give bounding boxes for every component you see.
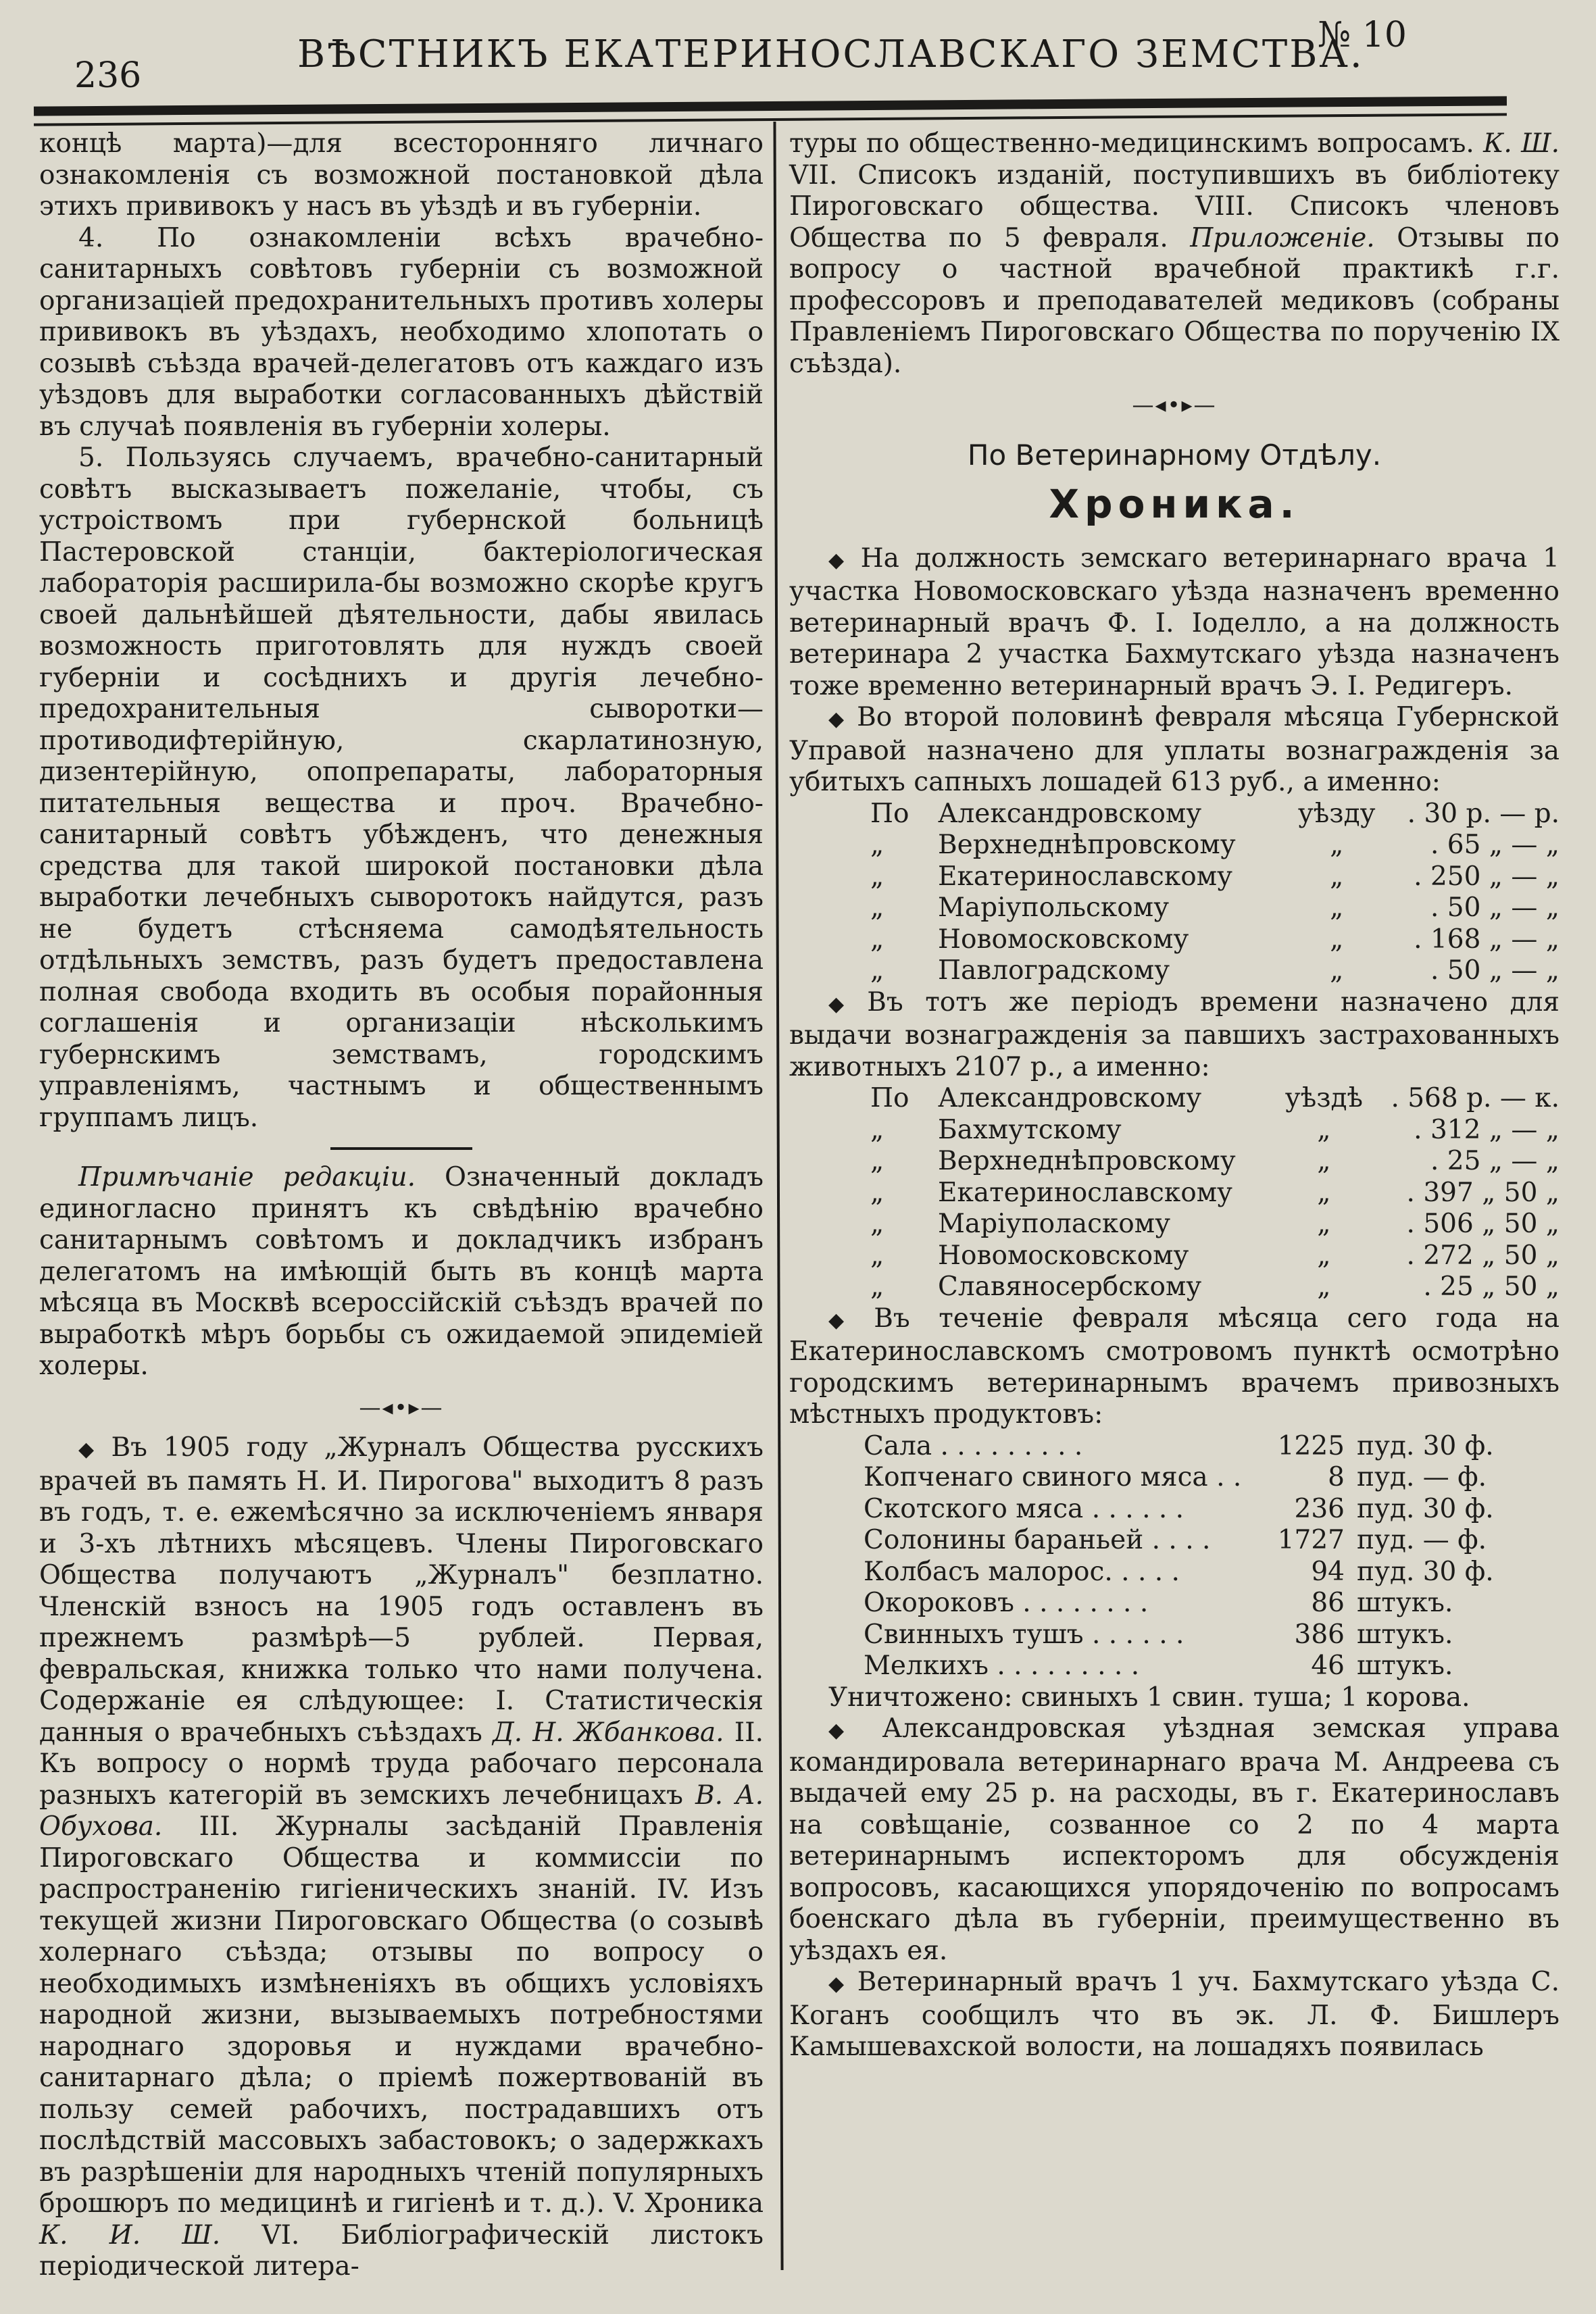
author-ksh: К. Ш. bbox=[1483, 128, 1560, 159]
cont-text-c: Отзывы по вопросу о частной врачебной практикѣ г.г. профессоровъ и преподавателей медиковъ (собраны Правленіемъ Пироговскаго Общества по порученію IX съѣзда). bbox=[789, 222, 1560, 379]
bullet-icon: ◆ bbox=[828, 1719, 873, 1742]
page-number: 236 bbox=[74, 55, 142, 96]
cell-suffix: „ bbox=[1317, 1177, 1331, 1208]
cont-text-a: туры по общественно-медицинскимъ вопросамъ. bbox=[789, 128, 1474, 159]
pirogov-journal-paragraph bbox=[39, 1432, 764, 2283]
product-name: Сала . . . . . . . . . bbox=[864, 1430, 1083, 1461]
product-value: 386 bbox=[1294, 1619, 1345, 1650]
cell-pre: „ bbox=[870, 1209, 884, 1239]
author-zhbankov: Д. Н. Жбанкова. bbox=[493, 1717, 724, 1748]
cell-amount: . 312 „ — „ bbox=[1414, 1114, 1560, 1145]
cont-text-b: VII. Списокъ изданій, поступившихъ въ библіотеку Пироговскаго общества. VIII. Списокъ членовъ Общества по 5 февраля. bbox=[789, 159, 1560, 253]
cell-name: Верхнеднѣпровскому bbox=[938, 830, 1236, 860]
product-unit: пуд. 30 ф. bbox=[1357, 1493, 1494, 1524]
table-row bbox=[789, 1651, 1560, 1682]
cell-amount: . 50 „ — „ bbox=[1430, 955, 1560, 986]
cell-name: Екатеринославскому bbox=[938, 1177, 1232, 1208]
table-row bbox=[789, 1083, 1560, 1115]
table-row bbox=[789, 830, 1560, 861]
table-row bbox=[789, 1115, 1560, 1147]
cell-pre: По bbox=[870, 798, 909, 829]
cell-amount: . 506 „ 50 „ bbox=[1406, 1209, 1560, 1239]
journal-text-b: II. Къ вопросу о нормѣ труда рабочаго персонала разныхъ категорій въ земскихъ лечебницахъ bbox=[39, 1717, 764, 1811]
insurance-payments-table bbox=[789, 1083, 1560, 1303]
product-unit: пуд. — ф. bbox=[1357, 1525, 1487, 1555]
cell-amount: . 30 р. — р. bbox=[1407, 798, 1560, 829]
product-value: 8 bbox=[1328, 1462, 1345, 1492]
table-row bbox=[789, 955, 1560, 987]
author-obukhov: В. А. Обухова. bbox=[39, 1780, 764, 1842]
product-name: Солонины бараньей . . . . bbox=[864, 1525, 1211, 1555]
right-column bbox=[789, 128, 1560, 2063]
editor-note-text: Означенный докладъ единогласно принятъ къ свѣдѣнію врачебно санитарнымъ совѣтомъ и докладчикъ избранъ делегатомъ на имѣющій быть въ концѣ марта мѣсяца въ Москвѣ всероссійскій съѣздъ врачей по выработкѣ мѣръ борьбы съ ожидаемой эпидеміей холеры. bbox=[39, 1162, 764, 1381]
product-value: 236 bbox=[1294, 1493, 1345, 1524]
glanders-payments-table bbox=[789, 799, 1560, 987]
product-value: 46 bbox=[1311, 1651, 1345, 1681]
cell-name: Александровскому bbox=[938, 798, 1202, 829]
cell-suffix: „ bbox=[1330, 861, 1344, 892]
paragraph-point-5: 5. Пользуясь случаемъ, врачебно-санитарный совѣтъ высказываетъ пожеланіе, чтобы, съ устроiствомъ при губернской больницѣ Пастеровской станціи, бактеріологическая лабораторія расширила-бы возможно скорѣе кругъ своей дальнѣйшей дѣятельности, дабы явилась возможность приготовлять для нуждъ своей губерніи и сосѣднихъ и другія лечебно-предохранительныя сыворотки—противодифтерiйную, скарлатинозную, дизентерiйную, опопрепараты, лабораторныя питательныя вещества и проч. Врачебно-санитарный совѣтъ убѣжденъ, что денежныя средства для такой широкой постановки дѣла выработки лечебныхъ сыворотокъ найдутся, разъ не будетъ стѣсняема самодѣятельность отдѣльныхъ земствъ, разъ будетъ предоставлена полная свобода входить въ особыя порайонныя соглашенія и организаціи нѣсколькимъ губернскимъ земствамъ, городскимъ управленіямъ, частнымъ и общественнымъ группамъ лицъ. bbox=[39, 443, 764, 1133]
cell-pre: „ bbox=[870, 892, 884, 923]
cell-amount: . 168 „ — „ bbox=[1414, 924, 1560, 955]
cell-pre: „ bbox=[870, 830, 884, 860]
table-row bbox=[789, 1272, 1560, 1303]
product-value: 1225 bbox=[1277, 1430, 1345, 1461]
cell-name: Славяносербскому bbox=[938, 1272, 1202, 1302]
editor-note bbox=[39, 1162, 764, 1382]
cell-suffix: „ bbox=[1330, 892, 1344, 923]
table-row bbox=[789, 1178, 1560, 1209]
table-row bbox=[789, 1525, 1560, 1557]
table-row bbox=[789, 1588, 1560, 1619]
cell-suffix: „ bbox=[1330, 955, 1344, 986]
product-value: 86 bbox=[1311, 1588, 1345, 1618]
chronicle-item-2: ◆ Во второй половинѣ февраля мѣсяца Губернской Управой назначено для уплаты вознагражденія за убитыхъ сапныхъ лошадей 613 руб., а именно: bbox=[789, 702, 1560, 797]
table-row bbox=[789, 1619, 1560, 1651]
chronicle-item-3: ◆ Въ тотъ же періодъ времени назначено для выдачи вознагражденія за павшихъ застрахованныхъ животныхъ 2107 р., а именно: bbox=[789, 986, 1560, 1082]
inspected-products-table bbox=[789, 1431, 1560, 1682]
column-separator bbox=[773, 122, 783, 2270]
product-unit: штукъ. bbox=[1357, 1619, 1453, 1650]
bullet-icon: ◆ bbox=[828, 992, 858, 1016]
cell-name: Маріупольскому bbox=[938, 892, 1170, 923]
table-row bbox=[789, 892, 1560, 924]
table-row bbox=[789, 924, 1560, 956]
cell-name: Маріуполаскому bbox=[938, 1209, 1171, 1239]
table-row bbox=[789, 1240, 1560, 1272]
issue-number: № 10 bbox=[1318, 15, 1407, 55]
chronicle-item-5: ◆ Александровская уѣздная земская управа командировала ветеринарнаго врача М. Андреева съ выдачей ему 25 р. на расходы, въ г. Екатеринославъ на совѣщаніе, созванное со 2 по 4 марта ветеринарнымъ испекторомъ для обсужденія вопросовъ, касающихся упорядоченію по вопросамъ боенскаго дѣла въ губерніи, преимущественно въ уѣздахъ ея. bbox=[789, 1713, 1560, 1966]
cell-name: Александровскому bbox=[938, 1083, 1202, 1113]
editor-note-label: Примѣчаніе редакціи. bbox=[78, 1162, 416, 1192]
bullet-icon: ◆ bbox=[828, 1308, 865, 1332]
ornament-divider: —◂•▸— bbox=[359, 1394, 444, 1420]
chronicle-item-6: ◆ Ветеринарный врачъ 1 уч. Бахмутскаго уѣзда С. Коганъ сообщилъ что въ эк. Л. Ф. Бишлеръ Камышевахской волости, на лошадяхъ появилась bbox=[789, 1967, 1560, 2062]
cell-name: Павлоградскому bbox=[938, 955, 1170, 986]
cell-pre: „ bbox=[870, 1177, 884, 1208]
product-name: Копченаго свиного мяса . . bbox=[864, 1462, 1242, 1492]
table-row bbox=[789, 861, 1560, 893]
cell-name: Бахмутскому bbox=[938, 1114, 1122, 1145]
left-column bbox=[39, 128, 764, 2283]
cell-amount: . 25 „ 50 „ bbox=[1423, 1272, 1560, 1302]
cell-suffix: „ bbox=[1317, 1114, 1331, 1145]
bullet-icon: ◆ bbox=[78, 1438, 102, 1461]
product-unit: штукъ. bbox=[1357, 1651, 1453, 1681]
cell-name: Верхнеднѣпровскому bbox=[938, 1146, 1236, 1176]
table-row bbox=[789, 799, 1560, 830]
product-unit: пуд. — ф. bbox=[1357, 1462, 1487, 1492]
table-row bbox=[789, 1494, 1560, 1526]
paragraph-point-4: 4. По ознакомленіи всѣхъ врачебно-санитарныхъ совѣтовъ губерніи съ возможной организацiей предохранительныхъ противъ холеры прививокъ въ уѣздахъ, необходимо хлопотать о созывѣ съѣзда врачей-делегатовъ отъ каждаго изъ уѣздовъ для выработки согласованныхъ дѣйствій въ случаѣ появленія въ губерніи холеры. bbox=[39, 222, 764, 442]
product-name: Мелкихъ . . . . . . . . . bbox=[864, 1651, 1140, 1681]
cell-name: Екатеринославскому bbox=[938, 861, 1232, 892]
header-rule-thin bbox=[34, 113, 1507, 126]
cell-pre: „ bbox=[870, 861, 884, 892]
chronicle-heading: Хроника. bbox=[1049, 481, 1300, 527]
cell-amount: . 50 „ — „ bbox=[1430, 892, 1560, 923]
cell-pre: „ bbox=[870, 924, 884, 955]
table-row bbox=[789, 1209, 1560, 1240]
table-row bbox=[789, 1462, 1560, 1494]
journal-text-d: VI. Библіографическій листокъ періодической литера- bbox=[39, 2219, 764, 2282]
product-name: Окороковъ . . . . . . . . bbox=[864, 1588, 1149, 1618]
cell-amount: . 65 „ — „ bbox=[1430, 830, 1560, 860]
author-kish: К. И. Ш. bbox=[39, 2219, 221, 2250]
cell-suffix: „ bbox=[1330, 924, 1344, 955]
destroyed-note: Уничтожено: свиныхъ 1 свин. туша; 1 корова. bbox=[828, 1682, 1470, 1713]
journal-text-c: III. Журналы засѣданій Правленія Пироговскаго Общества и коммиссіи по распространенію гигіеническихъ знаній. IV. Изъ текущей жизни Пироговскаго Общества (о созывѣ холернаго съѣзда; отзывы по вопросу о необходимыхъ измѣненіяхъ въ общихъ условіяхъ народной жизни, вызываемыхъ потребностями народнаго здоровья и нуждами врачебно-санитарнаго дѣла; о пріемѣ пожертвованій въ пользу семей рабочихъ, пострадавшихъ отъ послѣдствій массовыхъ забастовокъ; о задержкахъ въ разрѣшеніи для народныхъ чтеній популярныхъ брошюръ по медицинѣ и гигіенѣ и т. д.). V. Хроника bbox=[39, 1811, 764, 2219]
cell-suffix: уѣздѣ bbox=[1285, 1083, 1364, 1113]
table-row bbox=[789, 1557, 1560, 1588]
journal-title: ВѢСТНИКЪ ЕКАТЕРИНОСЛАВСКАГО ЗЕМСТВА. bbox=[297, 32, 1364, 76]
product-value: 94 bbox=[1311, 1556, 1345, 1587]
cell-amount: . 25 „ — „ bbox=[1430, 1146, 1560, 1176]
ornament-divider: —◂•▸— bbox=[1132, 392, 1217, 418]
paragraph-continuation: концѣ марта)—для всесторонняго личнаго ознакомленія съ возможной постановкой дѣла этихъ прививокъ у насъ въ уѣздѣ и въ губерніи. bbox=[39, 128, 764, 222]
cell-pre: По bbox=[870, 1083, 909, 1113]
product-value: 1727 bbox=[1277, 1525, 1345, 1555]
cell-name: Новомосковскому bbox=[938, 1240, 1189, 1271]
divider bbox=[330, 1147, 472, 1150]
cell-amount: . 250 „ — „ bbox=[1414, 861, 1560, 892]
bullet-icon: ◆ bbox=[828, 707, 848, 731]
table-row bbox=[789, 1146, 1560, 1178]
product-unit: пуд. 30 ф. bbox=[1357, 1556, 1494, 1587]
cell-pre: „ bbox=[870, 955, 884, 986]
journal-continuation bbox=[789, 128, 1560, 380]
header-rule-thick bbox=[34, 96, 1507, 116]
cell-suffix: „ bbox=[1317, 1240, 1331, 1271]
cell-pre: „ bbox=[870, 1146, 884, 1176]
cell-pre: „ bbox=[870, 1272, 884, 1302]
section-heading: По Ветеринарному Отдѣлу. bbox=[967, 438, 1382, 472]
product-unit: пуд. 30 ф. bbox=[1357, 1430, 1494, 1461]
product-name: Скотского мяса . . . . . . bbox=[864, 1493, 1184, 1524]
cell-suffix: „ bbox=[1317, 1272, 1331, 1302]
cell-pre: „ bbox=[870, 1114, 884, 1145]
appendix-label: Приложеніе. bbox=[1190, 222, 1375, 253]
cell-suffix: „ bbox=[1317, 1146, 1331, 1176]
product-name: Свинныхъ тушъ . . . . . . bbox=[864, 1619, 1184, 1650]
cell-amount: . 397 „ 50 „ bbox=[1406, 1177, 1560, 1208]
product-name: Колбасъ малорос. . . . . bbox=[864, 1556, 1180, 1587]
bullet-icon: ◆ bbox=[828, 548, 851, 572]
chronicle-item-1: ◆ На должность земскаго ветеринарнаго врача 1 участка Новомосковскаго уѣзда назначенъ временно ветеринарный врачъ Ф. I. Іоделло, а на должность ветеринара 2 участка Бахмутскаго уѣзда назначенъ тоже временно ветеринарный врачъ Э. I. Редигеръ. bbox=[789, 543, 1560, 701]
product-unit: штукъ. bbox=[1357, 1588, 1453, 1618]
cell-pre: „ bbox=[870, 1240, 884, 1271]
cell-name: Новомосковскому bbox=[938, 924, 1189, 955]
bullet-icon: ◆ bbox=[828, 1972, 848, 1996]
journal-text-a: Въ 1905 году „Журналъ Общества русскихъ врачей въ память Н. И. Пирогова" выходитъ 8 разъ въ годъ, т. е. ежемѣсячно за исключеніемъ января и 3-хъ лѣтнихъ мѣсяцевъ. Члены Пироговскаго Общества получаютъ „Журналъ" безплатно. Членскій взносъ на 1905 годъ оставленъ въ прежнемъ размѣрѣ—5 рублей. Первая, февральская, книжка только что нами получена. Содержаніе ея слѣдующее: I. Статистическія данныя о врачебныхъ съѣздахъ bbox=[39, 1432, 764, 1748]
table-row bbox=[789, 1431, 1560, 1463]
cell-amount: . 272 „ 50 „ bbox=[1406, 1240, 1560, 1271]
cell-suffix: „ bbox=[1330, 830, 1344, 860]
cell-suffix: „ bbox=[1317, 1209, 1331, 1239]
chronicle-item-4: ◆ Въ теченіе февраля мѣсяца сего года на Екатеринославскомъ смотровомъ пунктѣ осмотрѣно городскимъ ветеринарнымъ врачемъ привозныхъ мѣстныхъ продуктовъ: bbox=[789, 1303, 1560, 1430]
cell-suffix: уѣзду bbox=[1297, 798, 1376, 829]
cell-amount: . 568 р. — к. bbox=[1391, 1083, 1560, 1113]
